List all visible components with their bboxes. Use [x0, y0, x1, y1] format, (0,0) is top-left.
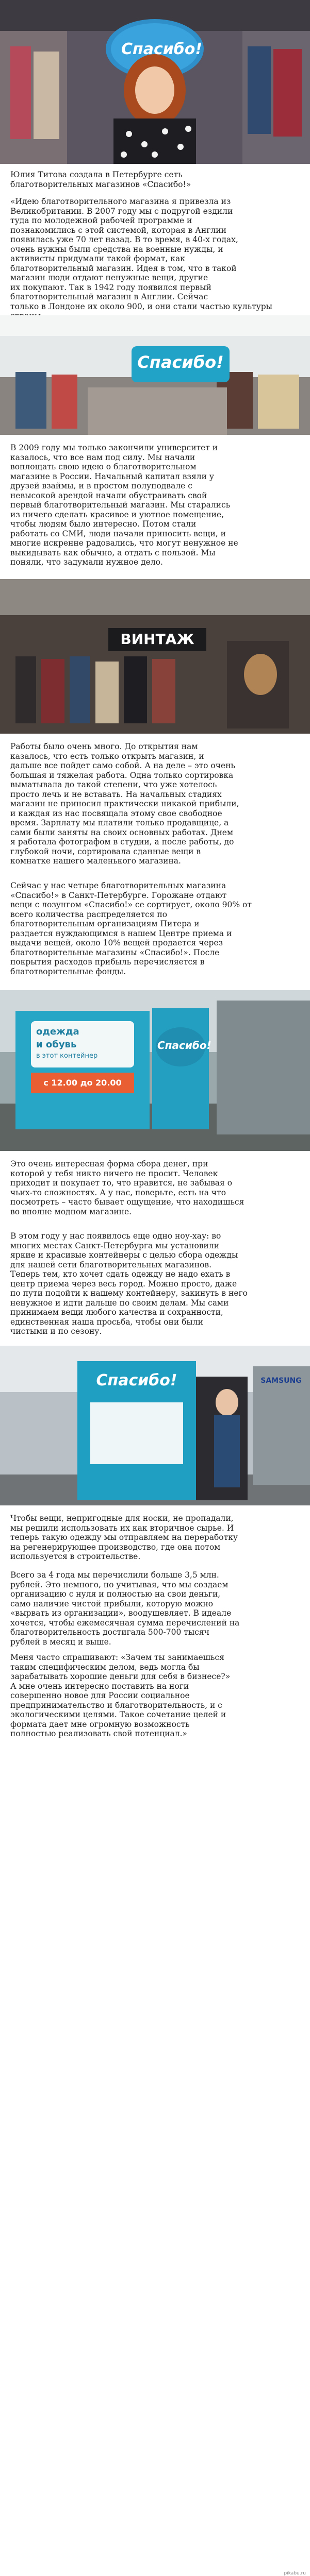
container-hours: с 12.00 до 20.00	[43, 1078, 122, 1088]
photo-shop-interior	[0, 315, 310, 435]
text-paragraph: Всего за 4 года мы перечислили больше 3,5 млн. рублей. Это немного, но учитывая, что мы создаем организацию с нуля и полностью на свои деньги, само наличие чистой прибыли, которую можно «вырвать из организации», воодушевляет. В идеале хочется, чтобы ежемесячная сумма перечислений на благотворительность достигала 500-700 тысяч рублей в месяц и выше.	[10, 1570, 240, 1647]
samsung-sign: SAMSUNG	[260, 1377, 302, 1385]
text-paragraph: В 2009 году мы только закончили университет и казалось, что все нам под силу. Мы начали воплощать свою идею о благотворительном магазине в России. Начальный капитал взяли у друзей взаймы, и в простом полуподвале с невысокой арендой начали обустраивать свой первый благотворительный магазин. Мы старались из ничего сделать красивое и уютное помещение, чтобы людям было интересно. Потом стали работать со СМИ, люди начали приносить вещи, и многие искренне радовались, что могут ненужное не выкидывать как обычно, а отдать с пользой. Мы поняли, что задумали нужное дело.	[10, 443, 238, 567]
container-label: и обувь	[36, 1039, 77, 1050]
photo-donation-container	[0, 990, 310, 1151]
spasibo-sign: Спасибо!	[96, 1371, 177, 1389]
vintage-sign: ВИНТАЖ	[120, 631, 194, 648]
text-paragraph: В этом году у нас появилось еще одно ноу-хау: во многих местах Санкт-Петербурга мы установили яркие и красивые контейнеры с целью сбора одежды для нашей сети благотворительных магазинов. Теперь тем, кто хочет сдать одежду не надо ехать в центр приема через весь город. Можно просто, даже по пути подойти к нашему контейнеру, закинуть в него ненужное и идти дальше по своим делам. Мы сами принимаем вещи любого качества и сохранности, единственная наша просьба, чтобы они были чистыми и по сезону.	[10, 1231, 248, 1336]
text-paragraph: Чтобы вещи, непригодные для носки, не пропадали, мы решили использовать их как вторичное сырье. И теперь такую одежду мы отправляем на переработку на регенерирующее производство, где она потом используется в строительстве.	[10, 1514, 238, 1561]
text-paragraph: Меня часто спрашивают: «Зачем ты занимаешься таким специфическим делом, ведь могла бы зарабатывать хорошие деньги для себя в бизнесе?» А мне очень интересно поставить на ноги совершенно новое для России социальное предпринимательство и благотворительность, и с экологическими целями. Такое сочетание целей и формата дает мне огромную возможность полностью реализовать свой потенциал.»	[10, 1653, 231, 1738]
container-label: в этот контейнер	[36, 1052, 98, 1060]
text-paragraph: «Идею благотворительного магазина я привезла из Великобритании. В 2007 году мы с подругой ездили туда по молодежной рабочей программе и познакомились с этой системой, которая в Англии появилась уже 70 лет назад. В то время, в 40-х годах, очень нужны были средства на военные нужды, и активисты придумали такой формат, как благотворительный магазин. Идея в том, что в такой магазин люди отдают ненужные вещи, другие их покупают. Так в 1942 году появился первый благотворительный магазин в Англии. Сейчас только в Лондоне их около 900, и они стали частью культуры	[10, 197, 273, 311]
text-paragraph: Работы было очень много. До открытия нам казалось, что есть только открыть магазин, и дальше все пойдет само собой. А на деле – это очень большая и тяжелая работа. Одна только сортировка выматывала до такой степени, что уже хотелось просто лечь и не вставать. На начальных стадиях магазин не приносил практически никакой прибыли, и каждая из нас посвящала этому свое свободное время. Зарплату мы платили только продавщице, а сами были заняты на своих основных работах. Днем я работала фотографом в студии, а после работы, до глубокой ночи, сортировала сданные вещи в комнатке нашего маленького магазина.	[10, 742, 239, 866]
spasibo-sign: Спасибо!	[137, 352, 224, 372]
photo-vintage-section	[0, 579, 310, 734]
photo-founder-in-shop	[0, 0, 310, 164]
photo-container-volunteer	[0, 1346, 310, 1505]
text-paragraph: Это очень интересная форма сбора денег, при которой у тебя никто ничего не просит. Человек приходит и покупает то, что нравится, не забывая о чьих-то сложностях. А у нас, поверьте, есть на что посмотреть – часто бывает ощущение, что находишься во вполне модном магазине.	[10, 1159, 244, 1216]
spasibo-sign: Спасибо!	[121, 40, 203, 58]
spasibo-sign: Спасибо!	[157, 1039, 211, 1052]
text-paragraph: Сейчас у нас четыре благотворительных магазина «Спасибо!» в Санкт-Петербурге. Горожане отдают вещи с лозунгом «Спасибо!» се сортирует, около 90% от всего количества распределяется по благотворительным организациям Питера и раздается нуждающимся в нашем Центре приема и выдачи вещей, около 10% вещей продается через благотворительные магазины «Спасибо!». После покрытия расходов прибыль перечисляется в благотворительные фонды.	[10, 881, 252, 976]
watermark: pikabu.ru	[284, 2571, 306, 2576]
container-label: одежда	[36, 1026, 79, 1037]
caption-paragraph: Юлия Титова создала в Петербурге сеть благотворительных магазинов «Спасибо!»	[10, 170, 191, 189]
